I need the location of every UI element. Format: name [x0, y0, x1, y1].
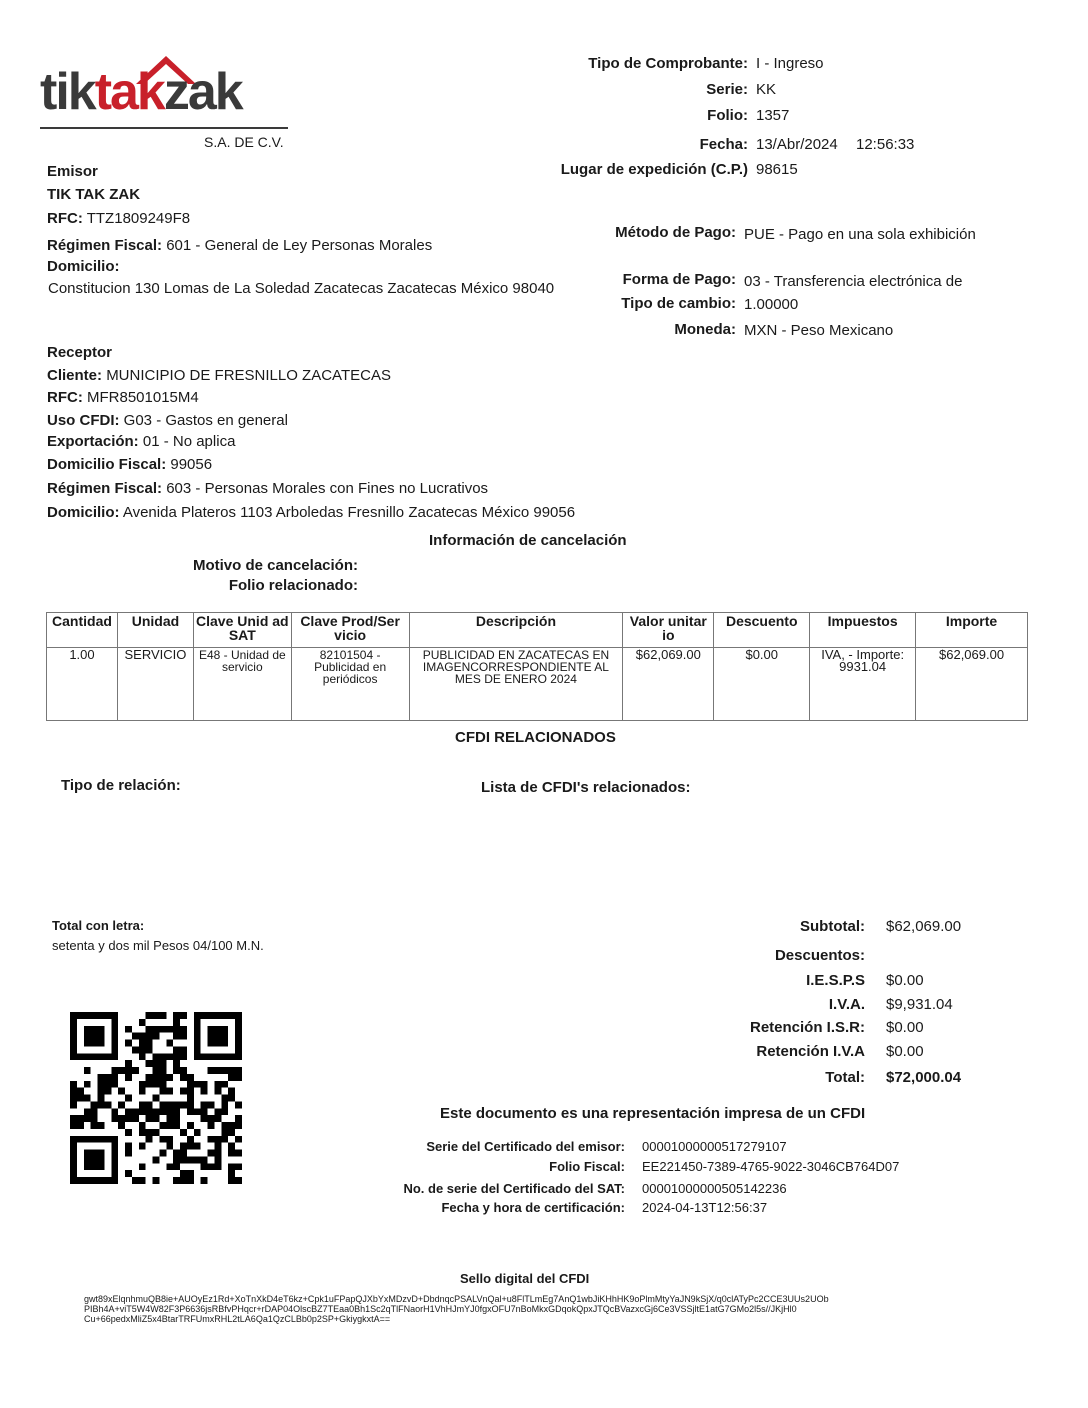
emisor-regimen-value: 601 - General de Ley Personas Morales [166, 237, 433, 254]
cell-importe: $62,069.00 [916, 648, 1028, 721]
fecha-label: Fecha: [699, 136, 748, 153]
subtotal-label: Subtotal: [800, 918, 865, 935]
forma-pago-label: Forma de Pago: [622, 271, 736, 288]
iesps-label: I.E.S.P.S [806, 972, 865, 989]
col-header-descripcion: Descripción [409, 613, 623, 648]
iesps-value: $0.00 [886, 972, 924, 989]
folio-value: 1357 [756, 107, 790, 124]
folio-fiscal-label: Folio Fiscal: [549, 1159, 625, 1174]
folio-label: Folio: [707, 107, 748, 124]
cell-clave-unidad: E48 - Unidad de servicio [193, 648, 291, 721]
receptor-uso-value: G03 - Gastos en general [123, 412, 288, 429]
total-letra-label: Total con letra: [52, 918, 145, 933]
retencion-iva-value: $0.00 [886, 1043, 924, 1060]
receptor-regimen-label: Régimen Fiscal: [47, 480, 163, 497]
metodo-pago-label: Método de Pago: [615, 224, 736, 241]
receptor-exportacion-value: 01 - No aplica [142, 433, 236, 450]
subtotal-value: $62,069.00 [886, 918, 962, 935]
sello-digital-line-2: PIBh4A+viT5W4W82F3P6636jsRBfvPHqcr+rDAP04OlscBZ7TEaa0Bh1Sc2qTlFNaorH1VhHJmYJ0fgxOFU7nBoMkxGDqokQpxJTQcBVazxcGj6Ce3VSSjltE1atG7GMo2l5s//JKjHl0 [84, 1304, 797, 1314]
serie-emisor-value: 00001000000517279107 [642, 1139, 787, 1154]
sello-digital-heading: Sello digital del CFDI [460, 1271, 590, 1286]
receptor-cliente-value: MUNICIPIO DE FRESNILLO ZACATECAS [106, 367, 391, 384]
lista-relacionados-label: Lista de CFDI's relacionados: [481, 779, 691, 796]
serie-value: KK [756, 81, 777, 98]
total-label: Total: [825, 1069, 865, 1086]
retencion-isr-label: Retención I.S.R: [749, 1019, 865, 1036]
receptor-heading: Receptor [47, 344, 113, 361]
tipo-cambio-label: Tipo de cambio: [621, 295, 736, 312]
receptor-domicilio-value: Avenida Plateros 1103 Arboledas Fresnillo Zacatecas México 99056 [122, 504, 576, 521]
receptor-uso-label: Uso CFDI: [47, 412, 120, 429]
receptor-domfiscal-value: 99056 [170, 456, 213, 473]
receptor-rfc-value: MFR8501015M4 [87, 389, 199, 406]
receptor-domicilio-label: Domicilio: [47, 504, 120, 521]
qr-code [70, 1012, 242, 1184]
serie-emisor-label: Serie del Certificado del emisor: [426, 1139, 625, 1154]
lugar-label: Lugar de expedición (C.P.) [560, 161, 748, 178]
col-header-descuento: Descuento [714, 613, 810, 648]
forma-pago-value: 03 - Transferencia electrónica de [744, 273, 963, 290]
receptor-domfiscal-label: Domicilio Fiscal: [47, 456, 167, 473]
cancelacion-heading: Información de cancelación [429, 532, 627, 549]
lugar-value: 98615 [756, 161, 798, 178]
col-header-unidad: Unidad [117, 613, 193, 648]
serie-sat-value: 00001000000505142236 [642, 1181, 787, 1196]
retencion-isr-value: $0.00 [886, 1019, 924, 1036]
iva-label: I.V.A. [828, 996, 865, 1013]
emisor-heading: Emisor [47, 163, 98, 180]
serie-sat-label: No. de serie del Certificado del SAT: [403, 1181, 625, 1196]
emisor-rfc-value: TTZ1809249F8 [86, 210, 191, 227]
table-row [47, 648, 1028, 721]
tipo-cambio-value: 1.00000 [744, 296, 799, 313]
total-letra-value: setenta y dos mil Pesos 04/100 M.N. [52, 938, 264, 953]
col-header-clave-prod: Clave Prod/Ser vicio [291, 613, 409, 648]
tipo-comprobante-value: I - Ingreso [756, 55, 824, 72]
fecha-value: 13/Abr/2024 [756, 136, 838, 153]
cell-unidad: SERVICIO [117, 648, 193, 721]
emisor-rfc-label: RFC: [47, 210, 83, 227]
receptor-exportacion-label: Exportación: [47, 433, 139, 450]
cell-descripcion: PUBLICIDAD EN ZACATECAS EN IMAGENCORRESPONDIENTE AL MES DE ENERO 2024 [409, 648, 623, 721]
total-value: $72,000.04 [886, 1069, 962, 1086]
emisor-domicilio-value: Constitucion 130 Lomas de La Soledad Zacatecas Zacatecas México 98040 [48, 280, 555, 297]
descuentos-label: Descuentos: [774, 947, 865, 964]
col-header-impuestos: Impuestos [810, 613, 916, 648]
receptor-regimen-value: 603 - Personas Morales con Fines no Lucrativos [166, 480, 489, 497]
retencion-iva-label: Retención I.V.A [756, 1043, 865, 1060]
cell-valor-unitario: $62,069.00 [623, 648, 714, 721]
logo-subtitle: S.A. DE C.V. [204, 134, 284, 150]
folio-relacionado-label: Folio relacionado: [228, 577, 358, 594]
cell-cantidad: 1.00 [47, 648, 118, 721]
sello-digital-line-3: Cu+66pedxMliZ5x4BtarTRFUmxRHL2tLA6Qa1QzCLBb0p2SP+GkiygkxtA== [84, 1314, 391, 1324]
cell-descuento: $0.00 [714, 648, 810, 721]
sello-digital-line-1: gwt89xElqnhmuQB8ie+AUOyEz1Rd+XoTnXkD4eT6kz+Cpk1uFPapQJXbYxMDzvD+DbdnqcPSALVnQal+u8FlTLmEg7AnQ1wbJiKHhHK9oPlmMtyYaJN9kSjX/q0clATyPc2CCE3UUs2UOb [84, 1294, 829, 1304]
emisor-nombre: TIK TAK ZAK [47, 186, 141, 203]
cell-impuestos: IVA, - Importe: 9931.04 [810, 648, 916, 721]
col-header-importe: Importe [916, 613, 1028, 648]
emisor-regimen-label: Régimen Fiscal: [47, 237, 163, 254]
moneda-label: Moneda: [674, 321, 736, 338]
motivo-cancelacion-label: Motivo de cancelación: [192, 557, 358, 574]
cell-clave-prod: 82101504 - Publicidad en periódicos [291, 648, 409, 721]
cfdi-representation-note: Este documento es una representación impresa de un CFDI [440, 1105, 866, 1122]
receptor-rfc-label: RFC: [47, 389, 83, 406]
serie-label: Serie: [706, 81, 748, 98]
moneda-value: MXN - Peso Mexicano [744, 322, 894, 339]
col-header-valor-unitario: Valor unitar io [623, 613, 714, 648]
receptor-cliente-label: Cliente: [47, 367, 103, 384]
table-header-row [47, 613, 1028, 648]
tipo-comprobante-label: Tipo de Comprobante: [588, 55, 748, 72]
logo-wordmark: tiktakzak [40, 63, 242, 121]
fecha-certificacion-label: Fecha y hora de certificación: [441, 1200, 625, 1215]
tipo-relacion-label: Tipo de relación: [61, 777, 181, 794]
col-header-cantidad: Cantidad [47, 613, 118, 648]
metodo-pago-value: PUE - Pago en una sola exhibición [744, 226, 976, 243]
concepts-table [46, 612, 1028, 721]
folio-fiscal-value: EE221450-7389-4765-9022-3046CB764D07 [642, 1159, 900, 1174]
emisor-domicilio-label: Domicilio: [47, 258, 120, 275]
col-header-clave-unidad: Clave Unid ad SAT [193, 613, 291, 648]
relacionados-heading: CFDI RELACIONADOS [455, 729, 616, 746]
hora-value: 12:56:33 [856, 136, 915, 153]
fecha-certificacion-value: 2024-04-13T12:56:37 [642, 1200, 768, 1215]
iva-value: $9,931.04 [886, 996, 953, 1013]
